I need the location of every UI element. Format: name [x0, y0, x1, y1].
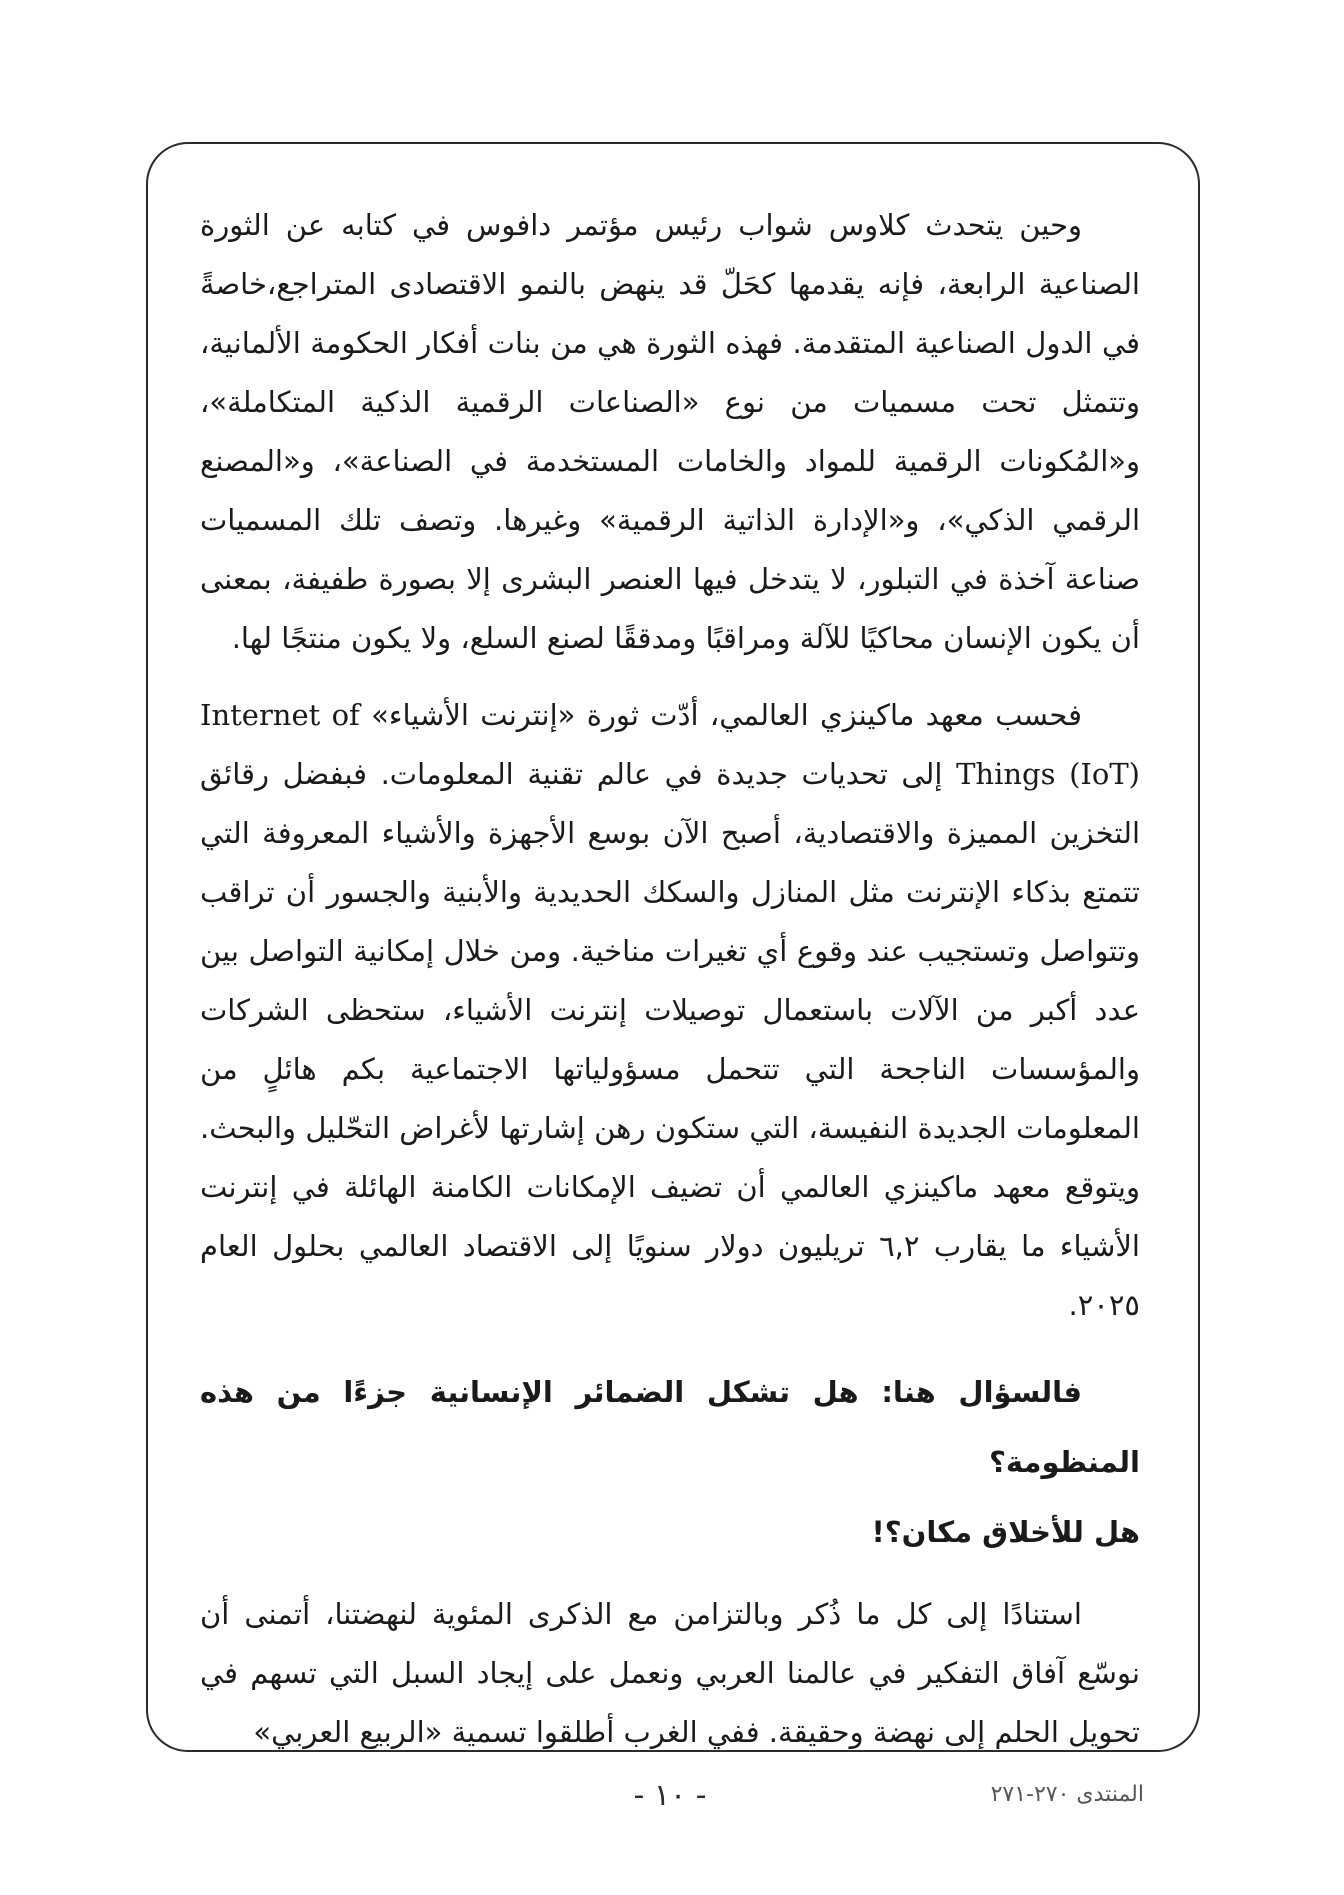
page-text-frame — [146, 142, 1200, 1752]
journal-issue-label: المنتدى ٢٧٠-٢٧١ — [990, 1782, 1144, 1807]
paragraph-mckinsey — [200, 686, 1140, 1335]
iot-english-term: Internet of Things (IoT) — [200, 698, 1141, 791]
paragraph-mckinsey-intro: فحسب معهد ماكينزي العالمي، أدّت ثورة «إنترنت الأشياء» — [371, 698, 1082, 732]
page-number: - ١٠ - — [633, 1778, 707, 1813]
question-line-2: هل للأخلاق مكان؟! — [871, 1515, 1140, 1549]
page-footer — [0, 1778, 1344, 1828]
paragraph-schwab: وحين يتحدث كلاوس شواب رئيس مؤتمر دافوس في كتابه عن الثورة الصناعية الرابعة، فإنه يقدمها كحَلّ قد ينهض بالنمو الاقتصادى المتراجع،خاصةً في الدول الصناعية المتقدمة. فهذه الثورة هي من بنات أفكار الحكومة الألمانية، وتتمثل تحت مسميات من نوع «الصناعات الرقمية الذكية المتكاملة»، و«المُكونات الرقمية للمواد والخامات المستخدمة في الصناعة»، و«المصنع الرقمي الذكي»، و«الإدارة الذاتية الرقمية» وغيرها. وتصف تلك المسميات صناعة آخذة في التبلور، لا يتدخل فيها العنصر البشرى إلا بصورة طفيفة، بمعنى أن يكون الإنسان محاكيًا للآلة ومراقبًا ومدققًا لصنع السلع، ولا يكون منتجًا لها. — [200, 208, 1140, 655]
paragraph-conclusion: استنادًا إلى كل ما ذُكر وبالتزامن مع الذكرى المئوية لنهضتنا، أتمنى أن نوسّع آفاق التفكير في عالمنا العربي ونعمل على إيجاد السبل التي تسهم في تحويل الحلم إلى نهضة وحقيقة. ففي الغرب أطلقوا تسمية «الربيع العربي» — [200, 1597, 1140, 1749]
bold-question — [200, 1357, 1140, 1567]
question-line-1: فالسؤال هنا: هل تشكل الضمائر الإنسانية جزءًا من هذه المنظومة؟ — [200, 1375, 1140, 1479]
paragraph-mckinsey-body: إلى تحديات جديدة في عالم تقنية المعلومات. فبفضل رقائق التخزين المميزة والاقتصادية، أصبح الآن بوسع الأجهزة والأشياء المعروفة التي تتمتع بذكاء الإنترنت مثل المنازل والسكك الحديدية والأبنية والجسور أن تراقب وتتواصل وتستجيب عند وقوع أي تغيرات مناخية. ومن خلال إمكانية التواصل بين عدد أكبر من الآلات باستعمال توصيلات إنترنت الأشياء، ستحظى الشركات والمؤسسات الناجحة التي تتحمل مسؤولياتها الاجتماعية بكم هائلٍ من المعلومات الجديدة النفيسة، التي ستكون رهن إشارتها لأغراض التحّليل والبحث. ويتوقع معهد ماكينزي العالمي أن تضيف الإمكانات الكامنة الهائلة في إنترنت الأشياء ما يقارب ٦,٢ تريليون دولار سنويًا إلى الاقتصاد العالمي بحلول العام ٢٠٢٥. — [200, 757, 1140, 1322]
